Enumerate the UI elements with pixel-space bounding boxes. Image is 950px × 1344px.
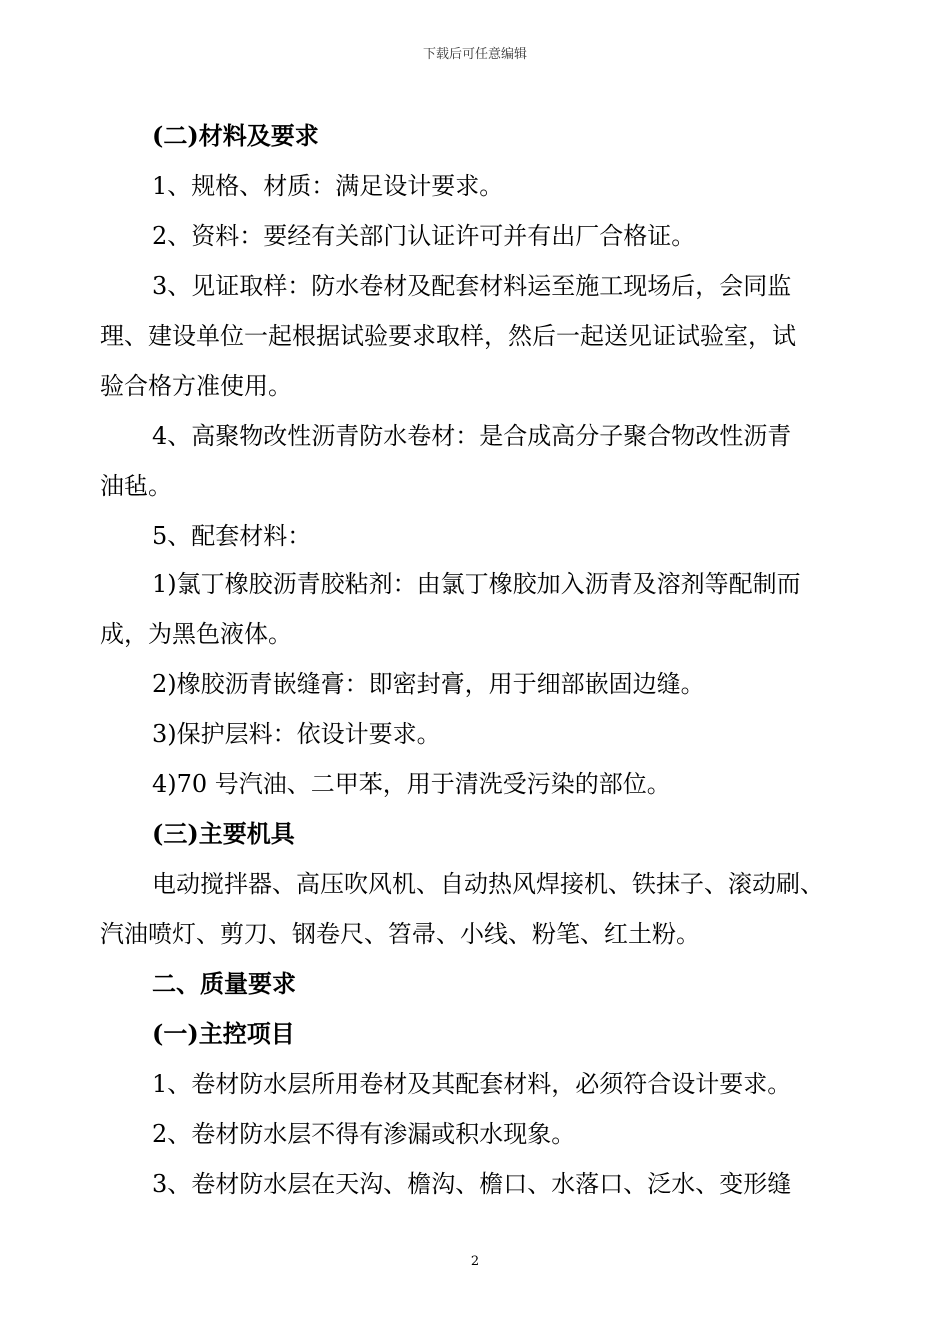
text-line: 电动搅拌器、高压吹风机、自动热风焊接机、铁抹子、滚动刷、 [152,870,824,898]
text-line: 1、规格、材质：满足设计要求。 [152,172,504,200]
text-line: 2、卷材防水层不得有渗漏或积水现象。 [152,1120,576,1148]
page-header: 下载后可任意编辑 [422,47,527,62]
text-line: 2、资料：要经有关部门认证许可并有出厂合格证。 [152,222,696,250]
text-line: 汽油喷灯、剪刀、钢卷尺、笤帚、小线、粉笔、红土粉。 [100,920,700,948]
text-line: 理、建设单位一起根据试验要求取样，然后一起送见证试验室，试 [100,322,796,350]
text-line: 3)保护层料：依设计要求。 [152,720,441,748]
text-line: 1、卷材防水层所用卷材及其配套材料，必须符合设计要求。 [152,1070,792,1098]
section-heading: (三)主要机具 [152,819,295,848]
text-line: 5、配套材料： [152,522,312,550]
text-line: 1)氯丁橡胶沥青胶粘剂：由氯丁橡胶加入沥青及溶剂等配制而 [152,570,801,598]
page-number: 2 [470,1254,480,1269]
text-line: 4)70 号汽油、二甲苯，用于清洗受污染的部位。 [152,770,671,798]
text-line: 成，为黑色液体。 [100,620,292,648]
text-line: 4、高聚物改性沥青防水卷材：是合成高分子聚合物改性沥青 [152,422,792,450]
text-line: 3、见证取样：防水卷材及配套材料运至施工现场后，会同监 [152,272,792,300]
section-heading: (二)材料及要求 [152,121,319,150]
text-line: 2)橡胶沥青嵌缝膏：即密封膏，用于细部嵌固边缝。 [152,670,705,698]
text-line: 验合格方准使用。 [100,372,292,400]
section-heading: (一)主控项目 [152,1019,295,1048]
section-heading: 二、质量要求 [152,969,296,998]
text-line: 油毡。 [100,472,172,500]
text-line: 3、卷材防水层在天沟、檐沟、檐口、水落口、泛水、变形缝 [152,1170,792,1198]
